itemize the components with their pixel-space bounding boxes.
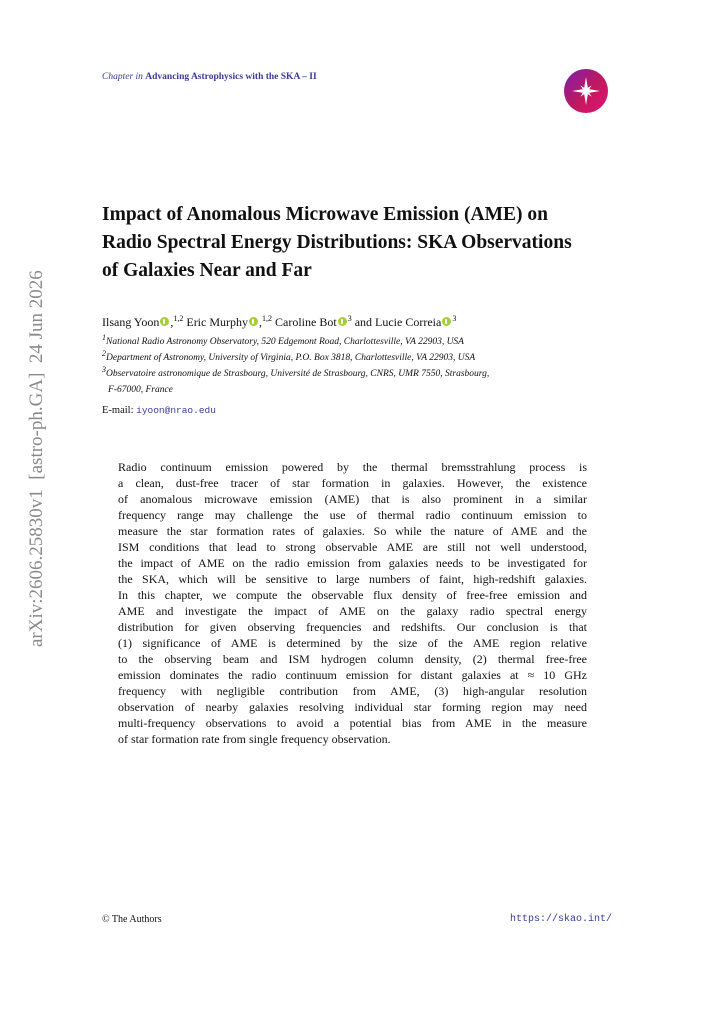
abstract-line: of star formation rate from single frequency observation. [118,732,391,746]
abstract [118,459,587,747]
abstract-line: to the observing beam and ISM hydrogen column density, (2) thermal free-free [118,652,587,666]
abstract-line: (1) significance of AME is determined by the size of the AME region relative [118,636,587,650]
affiliation: $^2$Department of Astronomy, University of Virginia, P.O. Box 3818, Charlottesville, VA 22903, USA [102,348,476,363]
abstract-line: emission dominates the radio continuum emission for distant galaxies at ≈ 10 GHz [118,668,587,682]
header-prefix: Chapter in [102,72,146,82]
author-list: Ilsang Yoon ,$^{1,2}$ Eric Murphy ,$^{1,2}$ Caroline Bot $^3$ and Lucie Correia $^3$ [102,314,457,329]
affiliation: $^1$National Radio Astronomy Observatory, 520 Edgemont Road, Charlottesville, VA 22903, USA [102,332,464,347]
email-link[interactable]: iyoon@nrao.edu [136,405,216,416]
ska-logo [563,68,609,114]
title-line: Impact of Anomalous Microwave Emission (AME) on [102,204,548,225]
abstract-line: observation of nearby galaxies resolving individual star forming region may need [118,700,587,714]
copyright-notice: © The Authors [102,914,162,925]
affiliation: $^3$Observatoire astronomique de Strasbourg, Université de Strasbourg, CNRS, UMR 7550, Strasbourg, [102,364,490,379]
abstract-line: measure the star formation rates of galaxies. So while the nature of AME and the [118,524,587,538]
author: Ilsang Yoon ,$^{1,2}$ [102,314,184,329]
abstract-line: AME and investigate the impact of AME on the galaxy radio spectral energy [118,604,587,618]
author: Lucie Correia $^3$ [375,314,457,329]
email-label: E-mail: [102,405,137,416]
abstract-line: the impact of AME on the radio emission from galaxies needs to be investigated for [118,556,587,570]
abstract-line: In this chapter, we compute the observable flux density of free-free emission and [118,588,587,602]
paper-title [102,201,622,285]
ska-url-link[interactable]: https://skao.int/ [510,914,613,925]
author: Caroline Bot $^3$ [275,314,352,329]
orcid-icon[interactable] [249,317,258,326]
orcid-icon[interactable] [338,317,347,326]
contact-email [102,405,216,416]
abstract-line: Radio continuum emission powered by the thermal bremsstrahlung process is [118,460,587,474]
abstract-line: multi-frequency observations to avoid a potential bias from AME in the measure [118,716,587,730]
chapter-header [102,72,317,82]
abstract-line: frequency range may challenge the use of thermal radio continuum emission to [118,508,587,522]
title-line: of Galaxies Near and Far [102,260,312,281]
affiliation-continued: F-67000, France [108,385,173,395]
abstract-line: the SKA, which will be sensitive to large numbers of faint, high-redshift galaxies. [118,572,587,586]
affiliations [102,334,602,398]
orcid-icon[interactable] [160,317,169,326]
title-line: Radio Spectral Energy Distributions: SKA Observations [102,232,572,253]
abstract-line: distribution for given observing frequencies and redshifts. Our conclusion is that [118,620,587,634]
arxiv-side-stamp [22,270,52,650]
abstract-line: frequency with negligible contribution from AME, (3) high-angular resolution [118,684,587,698]
book-title-link[interactable]: Advancing Astrophysics with the SKA – II [145,72,317,82]
abstract-line: ISM conditions that lead to strong observable AME are still not well understood, [118,540,587,554]
author: Eric Murphy ,$^{1,2}$ [186,314,273,329]
abstract-line: of anomalous microwave emission (AME) that is also prominent in a similar [118,492,587,506]
abstract-line: a clean, dust-free tracer of star formation in galaxies. However, the existence [118,476,587,490]
orcid-icon[interactable] [442,317,451,326]
arxiv-identifier: arXiv:2606.25830v1 [astro-ph.GA] 24 Jun 2026 [26,270,47,647]
